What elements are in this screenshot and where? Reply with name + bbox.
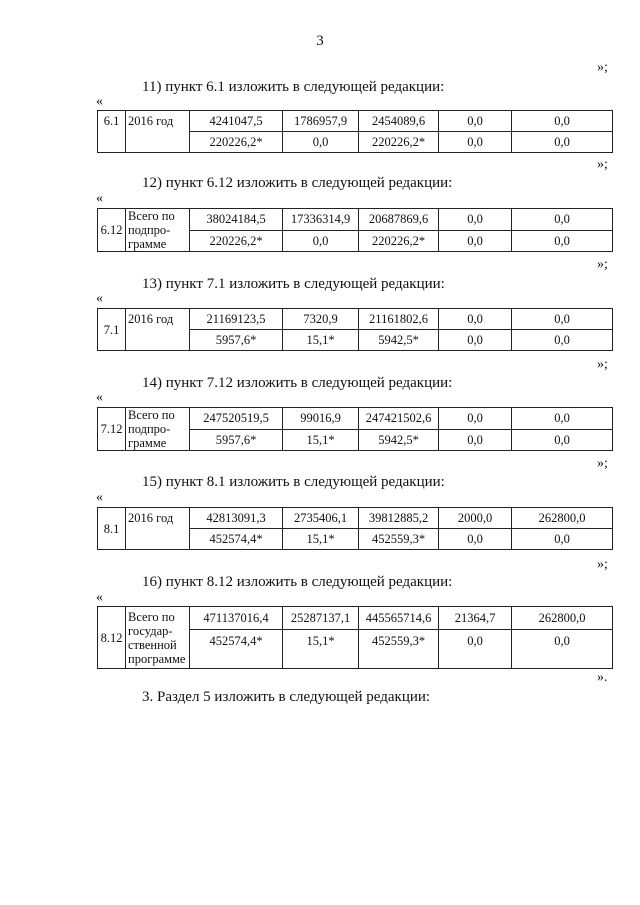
section-heading: 13) пункт 7.1 изложить в следующей редакции: xyxy=(142,276,445,292)
table-cell: 0,0 xyxy=(439,429,512,451)
table-cell: 0,0 xyxy=(283,230,359,252)
table-cell: 247520519,5 xyxy=(190,408,283,430)
table-cell: 38024184,5 xyxy=(190,209,283,231)
row-label-line: программе xyxy=(128,651,186,666)
row-label-line: Всего по xyxy=(128,408,175,422)
table-cell: 0,0 xyxy=(439,408,512,430)
table-cell: 2454089,6 xyxy=(359,111,439,132)
table-cell: 0,0 xyxy=(283,132,359,153)
row-label-line: грамме xyxy=(128,436,167,450)
table-cell: 0,0 xyxy=(512,309,613,330)
table-cell: 262800,0 xyxy=(512,508,613,529)
table-cell: 445565714,6 xyxy=(359,607,439,630)
opening-quote: « xyxy=(96,590,103,605)
table-cell: 0,0 xyxy=(439,230,512,252)
closing-quote: »; xyxy=(597,157,608,172)
row-label-line: ственной xyxy=(128,637,177,652)
section-heading: 12) пункт 6.12 изложить в следующей редакции: xyxy=(142,175,453,191)
table-cell: 0,0 xyxy=(439,529,512,550)
table-cell: 247421502,6 xyxy=(359,408,439,430)
table-cell: 5942,5* xyxy=(359,330,439,351)
table-cell: 1786957,9 xyxy=(283,111,359,132)
table-cell: 2000,0 xyxy=(439,508,512,529)
amendment-table xyxy=(97,407,613,451)
page-number: 3 xyxy=(316,33,324,49)
table-cell: 4241047,5 xyxy=(190,111,283,132)
table-row xyxy=(98,209,613,231)
point-number: 7.12 xyxy=(98,408,126,451)
table-row xyxy=(98,408,613,430)
point-number: 6.1 xyxy=(98,111,126,153)
row-label: 2016 год xyxy=(126,309,190,351)
table-cell: 220226,2* xyxy=(359,230,439,252)
table-cell: 452559,3* xyxy=(359,529,439,550)
opening-quote: « xyxy=(96,390,103,405)
table-cell: 5942,5* xyxy=(359,429,439,451)
row-label-line: подпро- xyxy=(128,422,171,436)
row-label-line: грамме xyxy=(128,237,167,251)
table-cell: 25287137,1 xyxy=(283,607,359,630)
row-label-line: Всего по xyxy=(128,609,175,624)
row-label-line: государ- xyxy=(128,623,173,638)
table-cell: 262800,0 xyxy=(512,607,613,630)
row-label xyxy=(126,607,190,669)
table-cell: 0,0 xyxy=(512,429,613,451)
table-cell: 220226,2* xyxy=(359,132,439,153)
row-label: 2016 год xyxy=(126,111,190,153)
table-cell: 21161802,6 xyxy=(359,309,439,330)
table-cell: 452574,4* xyxy=(190,529,283,550)
point-number: 7.1 xyxy=(98,309,126,351)
table-cell: 220226,2* xyxy=(190,230,283,252)
table-cell: 7320,9 xyxy=(283,309,359,330)
section-heading: 11) пункт 6.1 изложить в следующей редакции: xyxy=(142,79,445,95)
table-cell: 17336314,9 xyxy=(283,209,359,231)
table-cell: 0,0 xyxy=(512,111,613,132)
point-number: 6.12 xyxy=(98,209,126,252)
table-row xyxy=(98,309,613,330)
closing-quote: »; xyxy=(597,257,608,272)
table-cell: 15,1* xyxy=(283,529,359,550)
table-row xyxy=(98,508,613,529)
table-cell: 21364,7 xyxy=(439,607,512,630)
amendment-table xyxy=(97,308,613,351)
amendment-table xyxy=(97,606,613,669)
table-cell: 0,0 xyxy=(512,630,613,669)
table-cell: 220226,2* xyxy=(190,132,283,153)
section-heading: 3. Раздел 5 изложить в следующей редакции: xyxy=(142,689,431,705)
row-label xyxy=(126,209,190,252)
table-cell: 452574,4* xyxy=(190,630,283,669)
table-cell: 0,0 xyxy=(512,330,613,351)
table-cell: 0,0 xyxy=(512,529,613,550)
table-cell: 20687869,6 xyxy=(359,209,439,231)
section-heading: 16) пункт 8.12 изложить в следующей редакции: xyxy=(142,574,453,590)
closing-quote: »; xyxy=(597,557,608,572)
table-row xyxy=(98,111,613,132)
table-row xyxy=(98,607,613,630)
table-cell: 0,0 xyxy=(439,330,512,351)
point-number: 8.1 xyxy=(98,508,126,550)
point-number: 8.12 xyxy=(98,607,126,669)
table-cell: 15,1* xyxy=(283,630,359,669)
amendment-table xyxy=(97,208,613,252)
table-cell: 2735406,1 xyxy=(283,508,359,529)
table-cell: 15,1* xyxy=(283,429,359,451)
row-label-line: подпро- xyxy=(128,223,171,237)
table-cell: 5957,6* xyxy=(190,429,283,451)
table-cell: 21169123,5 xyxy=(190,309,283,330)
amendment-table xyxy=(97,110,613,153)
row-label-line: Всего по xyxy=(128,209,175,223)
opening-quote: « xyxy=(96,94,103,109)
closing-quote: »; xyxy=(597,357,608,372)
closing-quote: »; xyxy=(597,60,608,75)
table-cell: 471137016,4 xyxy=(190,607,283,630)
table-cell: 42813091,3 xyxy=(190,508,283,529)
row-label: 2016 год xyxy=(126,508,190,550)
table-cell: 0,0 xyxy=(439,309,512,330)
opening-quote: « xyxy=(96,490,103,505)
closing-quote: »; xyxy=(597,456,608,471)
table-cell: 15,1* xyxy=(283,330,359,351)
table-cell: 0,0 xyxy=(439,132,512,153)
opening-quote: « xyxy=(96,291,103,306)
table-cell: 452559,3* xyxy=(359,630,439,669)
table-cell: 5957,6* xyxy=(190,330,283,351)
table-cell: 0,0 xyxy=(512,209,613,231)
section-heading: 15) пункт 8.1 изложить в следующей редакции: xyxy=(142,474,445,490)
table-cell: 0,0 xyxy=(512,230,613,252)
table-cell: 0,0 xyxy=(512,132,613,153)
table-cell: 99016,9 xyxy=(283,408,359,430)
table-cell: 0,0 xyxy=(439,111,512,132)
table-cell: 0,0 xyxy=(439,209,512,231)
opening-quote: « xyxy=(96,191,103,206)
table-cell: 39812885,2 xyxy=(359,508,439,529)
amendment-table xyxy=(97,507,613,550)
row-label xyxy=(126,408,190,451)
closing-quote: ». xyxy=(597,670,608,685)
table-cell: 0,0 xyxy=(439,630,512,669)
table-cell: 0,0 xyxy=(512,408,613,430)
section-heading: 14) пункт 7.12 изложить в следующей редакции: xyxy=(142,375,453,391)
